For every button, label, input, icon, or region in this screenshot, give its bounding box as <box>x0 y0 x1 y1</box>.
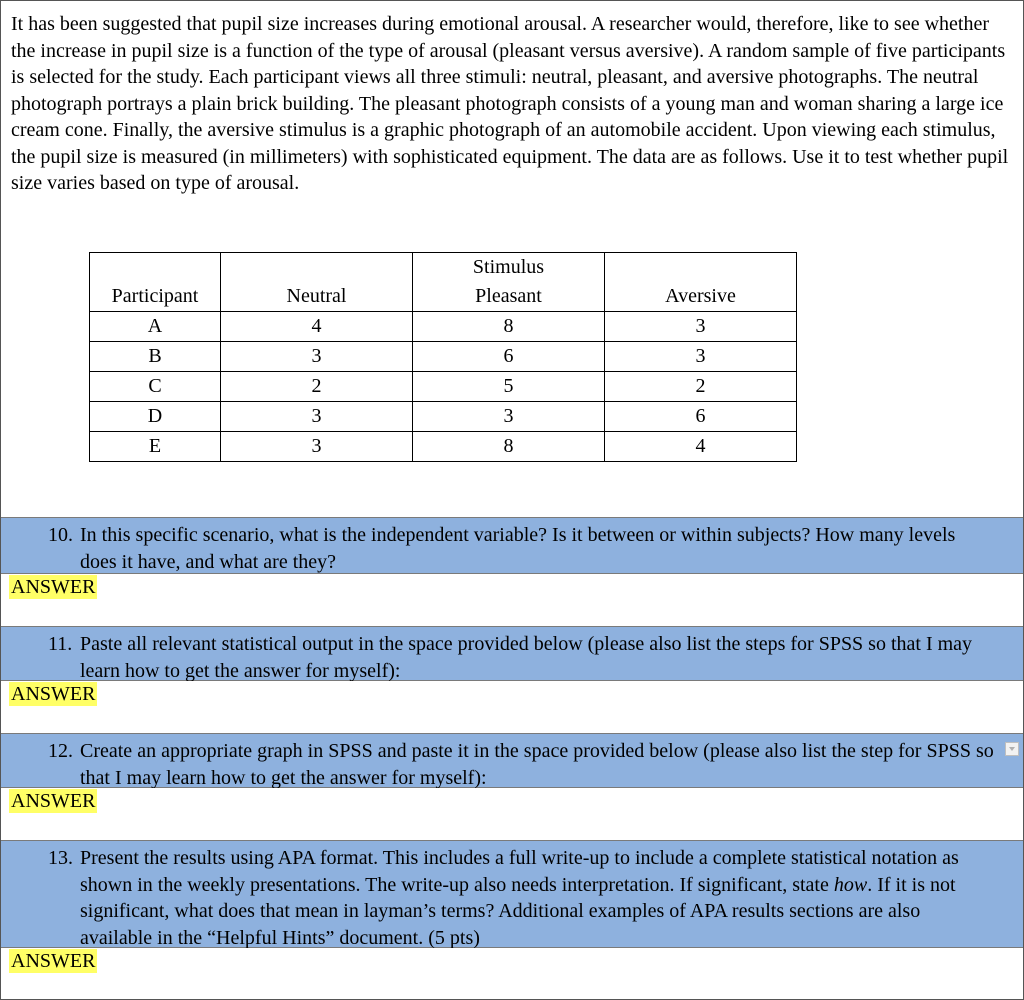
question-11 <box>1 626 1023 681</box>
table-corner-cell <box>605 253 797 283</box>
question-number: 12. <box>48 740 73 762</box>
question-11-prompt <box>1 626 1023 681</box>
table-cell: A <box>90 312 221 342</box>
table-row <box>90 372 797 402</box>
table-row <box>90 402 797 432</box>
column-header-participant: Participant <box>90 282 221 312</box>
question-text-part: . If it is not significant, what does that mean in layman’s terms? Additional examples of APA results sections are also available in the “Helpful Hints” document. (5 pts) <box>80 873 956 949</box>
table-cell: 3 <box>221 342 413 372</box>
question-12-prompt <box>1 733 1023 788</box>
table-group-header-row <box>90 253 797 283</box>
table-cell: 4 <box>221 312 413 342</box>
answer-label: ANSWER <box>11 576 96 598</box>
stimulus-data-table <box>89 252 797 462</box>
intro-paragraph: It has been suggested that pupil size increases during emotional arousal. A researcher would, therefore, like to see whether the increase in pupil size is a function of the type of arousal (pleasant versus aversive). A random sample of five participants is selected for the study. Each participant views all three stimuli: neutral, pleasant, and aversive photographs. The neutral photograph portrays a plain brick building. The pleasant photograph consists of a young man and woman sharing a large ice cream cone. Finally, the aversive stimulus is a graphic photograph of an automobile accident. Upon viewing each stimulus, the pupil size is measured (in millimeters) with sophisticated equipment. The data are as follows. Use it to test whether pupil size varies based on type of arousal. <box>11 13 1009 194</box>
answer-label: ANSWER <box>11 683 96 705</box>
question-text: Create an appropriate graph in SPSS and paste it in the space provided below (please also list the step for SPSS so that I may learn how to get the answer for myself): <box>80 740 994 789</box>
table-cell: 3 <box>221 432 413 462</box>
answer-area-11[interactable] <box>1 681 1023 734</box>
answer-label: ANSWER <box>11 950 96 972</box>
table-cell: D <box>90 402 221 432</box>
answer-area-12[interactable] <box>1 788 1023 841</box>
question-number: 11. <box>48 633 73 655</box>
table-cell: 4 <box>605 432 797 462</box>
table-cell: 2 <box>221 372 413 402</box>
table-cell: 3 <box>605 342 797 372</box>
table-cell: 8 <box>413 312 605 342</box>
table-row <box>90 342 797 372</box>
table-row <box>90 312 797 342</box>
question-number: 10. <box>48 524 73 546</box>
table-cell: 8 <box>413 432 605 462</box>
table-cell: E <box>90 432 221 462</box>
question-emphasis: how <box>833 873 868 896</box>
answer-area-13[interactable] <box>1 948 1023 998</box>
answer-label: ANSWER <box>11 790 96 812</box>
table-cell: 6 <box>413 342 605 372</box>
table-cell: 3 <box>221 402 413 432</box>
table-corner-cell <box>221 253 413 283</box>
column-header-neutral: Neutral <box>221 282 413 312</box>
question-10-prompt <box>1 517 1023 574</box>
column-header-pleasant: Pleasant <box>413 282 605 312</box>
table-cell: 3 <box>413 402 605 432</box>
question-text-part: Present the results using APA format. This includes a full write-up to include a complete statistical notation as shown in the weekly presentations. The write-up also needs interpretation. If significant, state <box>80 847 959 896</box>
table-cell: 5 <box>413 372 605 402</box>
column-header-aversive: Aversive <box>605 282 797 312</box>
question-13 <box>1 840 1023 948</box>
table-cell: 6 <box>605 402 797 432</box>
table-cell: C <box>90 372 221 402</box>
answer-area-10[interactable] <box>1 574 1023 627</box>
stimulus-group-header: Stimulus <box>413 253 605 283</box>
question-text: In this specific scenario, what is the independent variable? Is it between or within subjects? How many levels does it have, and what are they? <box>80 524 956 573</box>
table-row <box>90 432 797 462</box>
table-column-header-row <box>90 282 797 312</box>
question-10 <box>1 517 1023 574</box>
table-corner-cell <box>90 253 221 283</box>
table-cell: B <box>90 342 221 372</box>
question-text <box>80 847 959 949</box>
question-12 <box>1 733 1023 788</box>
table-cell: 2 <box>605 372 797 402</box>
question-13-prompt <box>1 840 1023 948</box>
question-number: 13. <box>48 847 73 869</box>
chevron-down-icon[interactable] <box>1005 742 1019 756</box>
question-text: Paste all relevant statistical output in the space provided below (please also list the steps for SPSS so that I may learn how to get the answer for myself): <box>80 633 973 682</box>
table-cell: 3 <box>605 312 797 342</box>
